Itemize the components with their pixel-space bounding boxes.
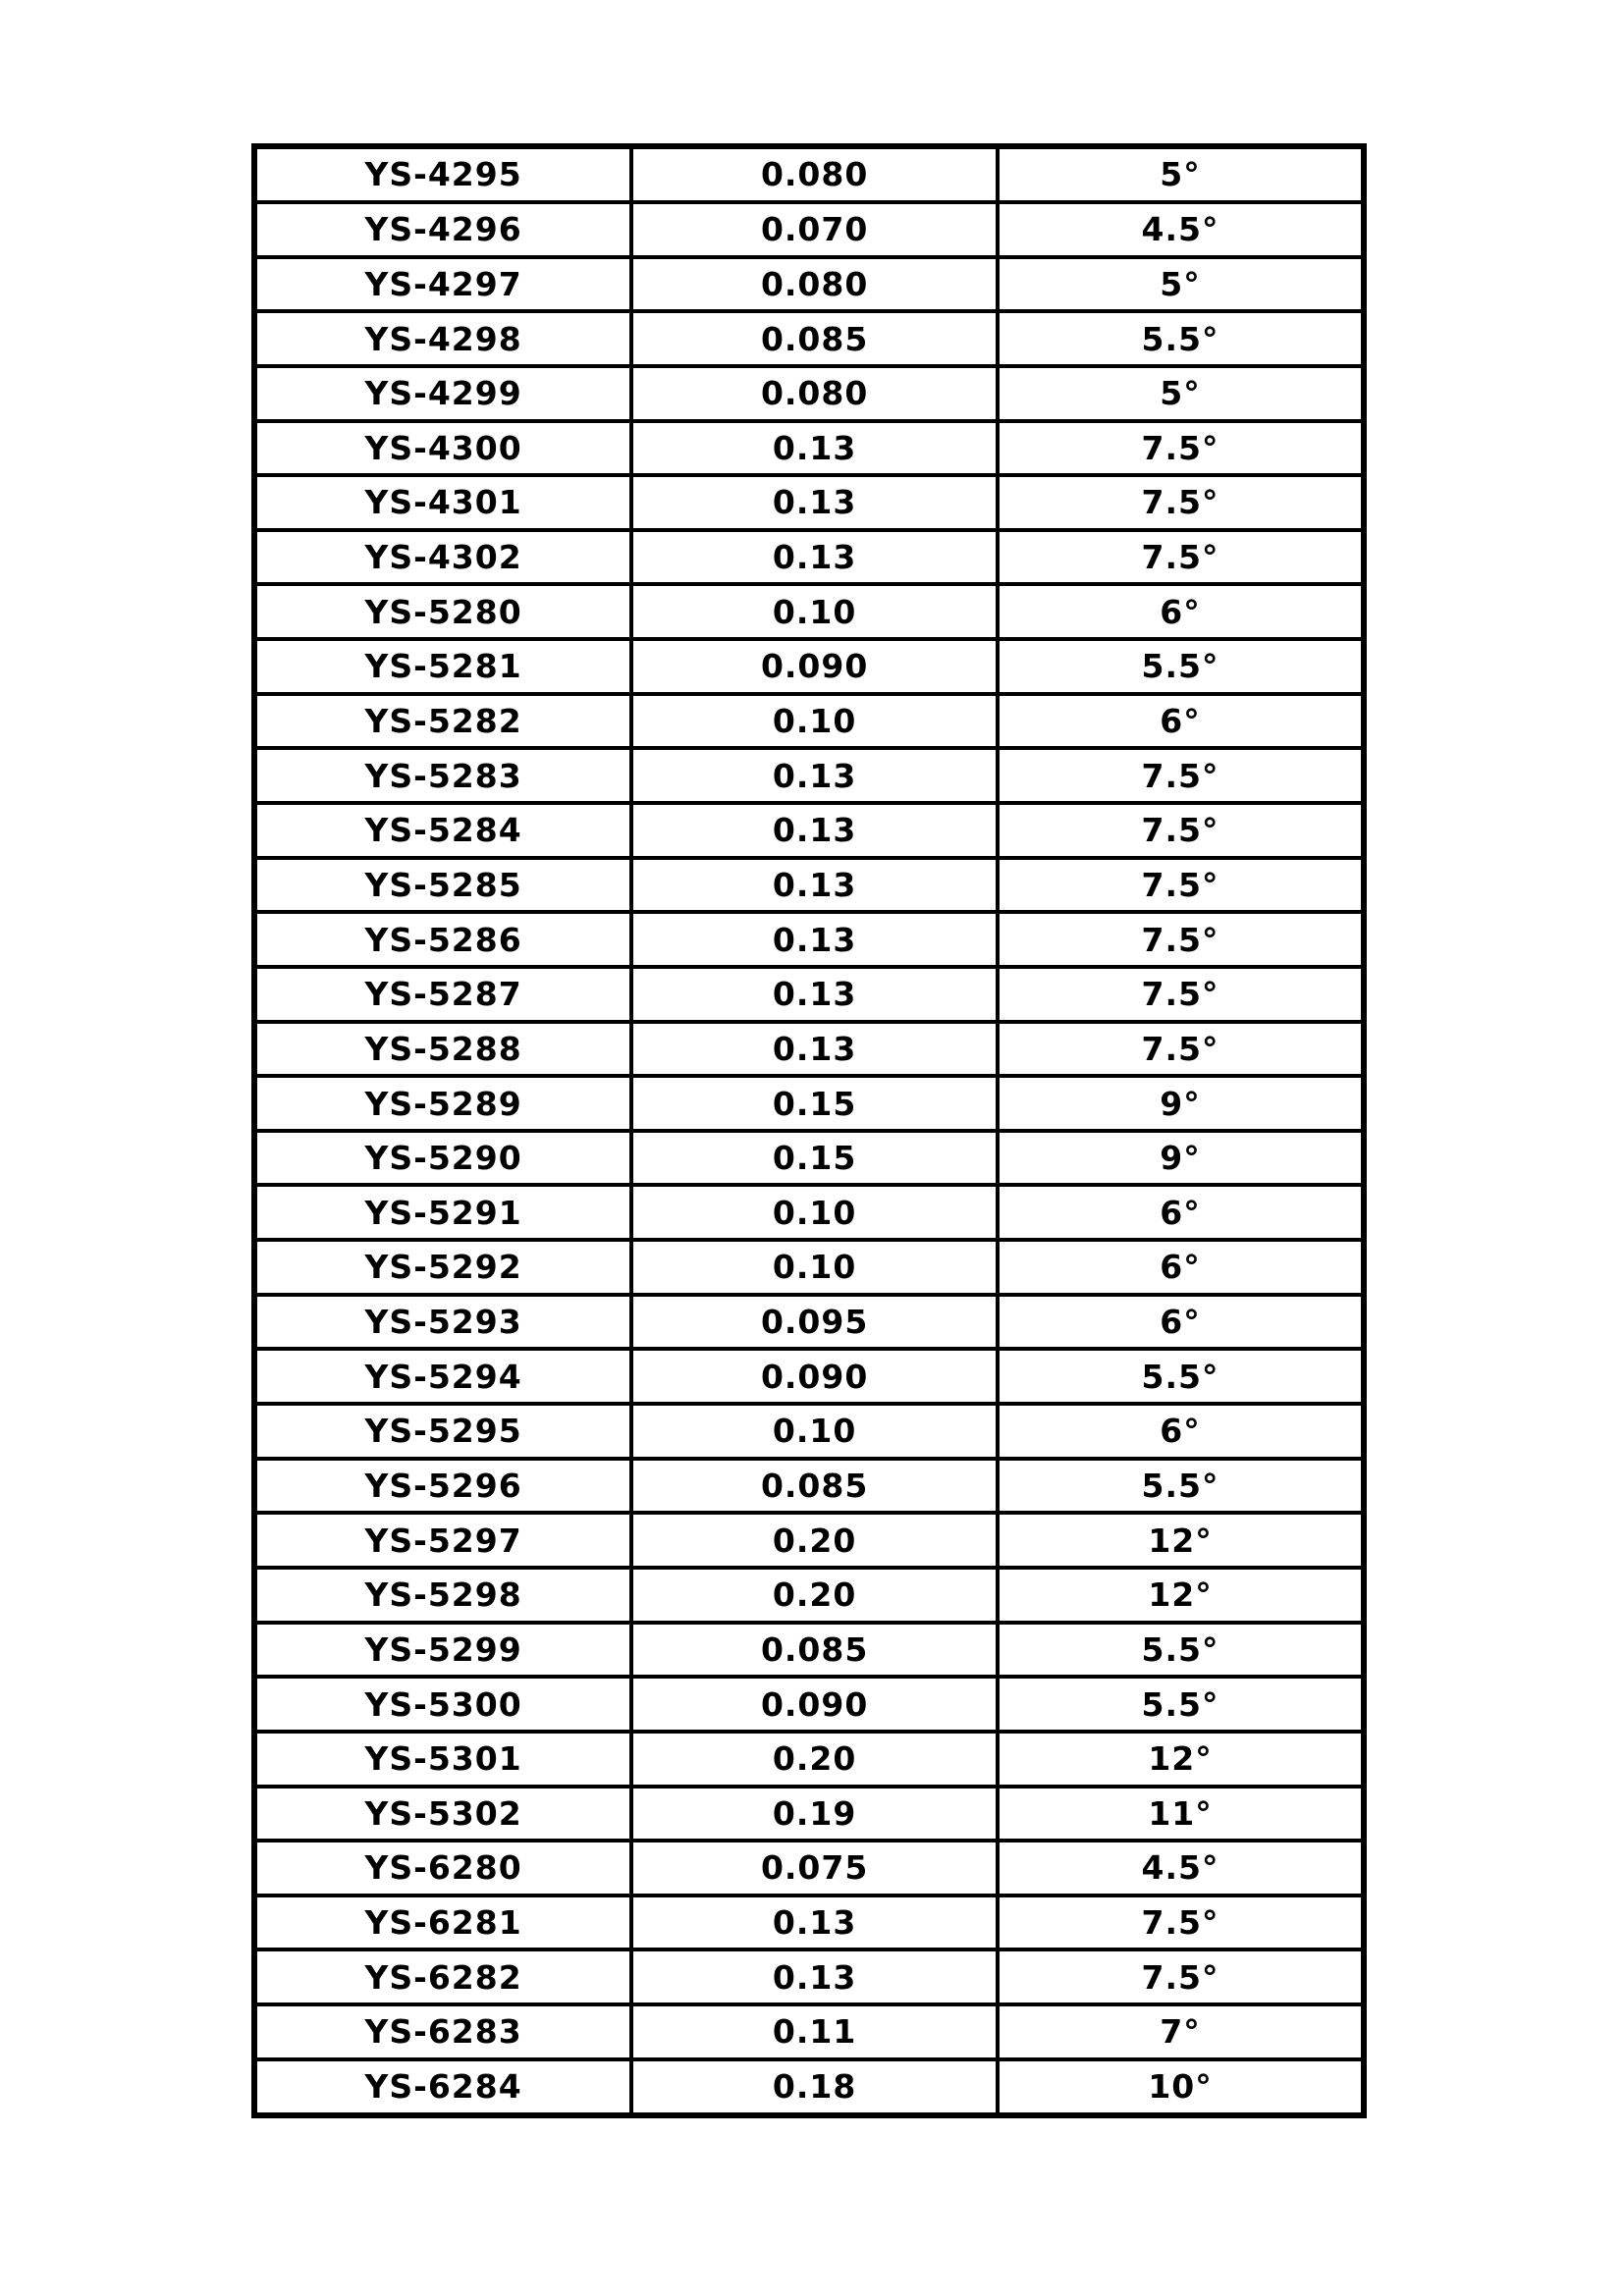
- cell-model: YS-6282: [254, 1949, 631, 2004]
- spec-table: [251, 143, 1367, 2118]
- cell-value: 0.19: [631, 1787, 998, 1842]
- cell-model: YS-6280: [254, 1841, 631, 1896]
- cell-angle: 5.5°: [998, 1677, 1364, 1732]
- cell-value: 0.090: [631, 639, 998, 694]
- cell-value: 0.13: [631, 912, 998, 967]
- cell-value: 0.15: [631, 1076, 998, 1131]
- table-row: [254, 202, 1364, 257]
- cell-value: 0.085: [631, 1459, 998, 1514]
- table-row: [254, 912, 1364, 967]
- cell-model: YS-5282: [254, 694, 631, 749]
- cell-angle: 7.5°: [998, 858, 1364, 913]
- cell-model: YS-5287: [254, 967, 631, 1022]
- cell-value: 0.10: [631, 694, 998, 749]
- cell-angle: 6°: [998, 1404, 1364, 1459]
- cell-angle: 5°: [998, 146, 1364, 202]
- cell-model: YS-5294: [254, 1349, 631, 1404]
- table-row: [254, 1568, 1364, 1623]
- table-row: [254, 967, 1364, 1022]
- cell-value: 0.18: [631, 2059, 998, 2115]
- cell-angle: 6°: [998, 1240, 1364, 1295]
- cell-angle: 5.5°: [998, 1623, 1364, 1678]
- table-row: [254, 1896, 1364, 1950]
- cell-model: YS-5286: [254, 912, 631, 967]
- table-row: [254, 1295, 1364, 1350]
- table-row: [254, 1677, 1364, 1732]
- table-row: [254, 257, 1364, 312]
- table-row: [254, 146, 1364, 202]
- cell-value: 0.095: [631, 1295, 998, 1350]
- cell-angle: 5°: [998, 366, 1364, 421]
- cell-value: 0.10: [631, 1240, 998, 1295]
- cell-value: 0.080: [631, 146, 998, 202]
- table-body: [254, 146, 1364, 2115]
- cell-model: YS-5288: [254, 1022, 631, 1077]
- table-row: [254, 1787, 1364, 1842]
- cell-model: YS-5295: [254, 1404, 631, 1459]
- cell-value: 0.10: [631, 1404, 998, 1459]
- cell-angle: 7.5°: [998, 967, 1364, 1022]
- cell-angle: 12°: [998, 1513, 1364, 1568]
- cell-value: 0.070: [631, 202, 998, 257]
- cell-model: YS-4298: [254, 311, 631, 366]
- table-row: [254, 639, 1364, 694]
- cell-model: YS-5300: [254, 1677, 631, 1732]
- table-row: [254, 1022, 1364, 1077]
- table-row: [254, 803, 1364, 858]
- cell-angle: 12°: [998, 1732, 1364, 1787]
- cell-value: 0.090: [631, 1349, 998, 1404]
- cell-model: YS-5285: [254, 858, 631, 913]
- cell-model: YS-5290: [254, 1131, 631, 1186]
- cell-model: YS-4297: [254, 257, 631, 312]
- cell-value: 0.10: [631, 1185, 998, 1240]
- cell-angle: 7°: [998, 2004, 1364, 2059]
- cell-value: 0.13: [631, 1022, 998, 1077]
- cell-angle: 7.5°: [998, 530, 1364, 585]
- cell-angle: 11°: [998, 1787, 1364, 1842]
- cell-value: 0.13: [631, 1949, 998, 2004]
- cell-angle: 9°: [998, 1076, 1364, 1131]
- cell-angle: 10°: [998, 2059, 1364, 2115]
- cell-model: YS-5291: [254, 1185, 631, 1240]
- cell-model: YS-5292: [254, 1240, 631, 1295]
- cell-value: 0.13: [631, 475, 998, 530]
- cell-angle: 9°: [998, 1131, 1364, 1186]
- cell-value: 0.080: [631, 257, 998, 312]
- table-row: [254, 1076, 1364, 1131]
- cell-value: 0.13: [631, 803, 998, 858]
- table-row: [254, 1841, 1364, 1896]
- table-row: [254, 530, 1364, 585]
- cell-angle: 7.5°: [998, 912, 1364, 967]
- cell-value: 0.085: [631, 311, 998, 366]
- cell-model: YS-5298: [254, 1568, 631, 1623]
- cell-model: YS-4296: [254, 202, 631, 257]
- table-row: [254, 1732, 1364, 1787]
- table-row: [254, 1349, 1364, 1404]
- cell-model: YS-4302: [254, 530, 631, 585]
- table-row: [254, 1404, 1364, 1459]
- cell-model: YS-5284: [254, 803, 631, 858]
- table-row: [254, 475, 1364, 530]
- cell-value: 0.085: [631, 1623, 998, 1678]
- cell-angle: 12°: [998, 1568, 1364, 1623]
- table-row: [254, 694, 1364, 749]
- cell-angle: 4.5°: [998, 1841, 1364, 1896]
- cell-value: 0.20: [631, 1568, 998, 1623]
- cell-model: YS-5293: [254, 1295, 631, 1350]
- table-row: [254, 1513, 1364, 1568]
- table-row: [254, 1459, 1364, 1514]
- table-row: [254, 1185, 1364, 1240]
- cell-angle: 5.5°: [998, 639, 1364, 694]
- cell-angle: 7.5°: [998, 1896, 1364, 1950]
- cell-value: 0.20: [631, 1513, 998, 1568]
- cell-angle: 6°: [998, 694, 1364, 749]
- cell-angle: 7.5°: [998, 475, 1364, 530]
- table-row: [254, 2004, 1364, 2059]
- table-row: [254, 748, 1364, 803]
- table-row: [254, 858, 1364, 913]
- cell-model: YS-6284: [254, 2059, 631, 2115]
- cell-model: YS-5301: [254, 1732, 631, 1787]
- cell-value: 0.20: [631, 1732, 998, 1787]
- cell-value: 0.075: [631, 1841, 998, 1896]
- cell-model: YS-5289: [254, 1076, 631, 1131]
- cell-angle: 7.5°: [998, 1949, 1364, 2004]
- cell-model: YS-5297: [254, 1513, 631, 1568]
- cell-value: 0.13: [631, 858, 998, 913]
- cell-model: YS-5302: [254, 1787, 631, 1842]
- cell-value: 0.13: [631, 967, 998, 1022]
- cell-model: YS-4295: [254, 146, 631, 202]
- cell-value: 0.13: [631, 748, 998, 803]
- cell-value: 0.13: [631, 1896, 998, 1950]
- cell-value: 0.11: [631, 2004, 998, 2059]
- cell-angle: 7.5°: [998, 748, 1364, 803]
- table-row: [254, 366, 1364, 421]
- cell-model: YS-6281: [254, 1896, 631, 1950]
- table-row: [254, 1131, 1364, 1186]
- cell-angle: 5.5°: [998, 311, 1364, 366]
- cell-value: 0.13: [631, 530, 998, 585]
- cell-model: YS-5280: [254, 584, 631, 639]
- cell-angle: 4.5°: [998, 202, 1364, 257]
- cell-angle: 5°: [998, 257, 1364, 312]
- cell-angle: 7.5°: [998, 1022, 1364, 1077]
- cell-model: YS-5299: [254, 1623, 631, 1678]
- table-row: [254, 2059, 1364, 2115]
- table-row: [254, 1623, 1364, 1678]
- cell-model: YS-4301: [254, 475, 631, 530]
- cell-value: 0.13: [631, 421, 998, 476]
- table-row: [254, 584, 1364, 639]
- cell-value: 0.080: [631, 366, 998, 421]
- cell-value: 0.15: [631, 1131, 998, 1186]
- cell-model: YS-6283: [254, 2004, 631, 2059]
- cell-value: 0.090: [631, 1677, 998, 1732]
- table-row: [254, 311, 1364, 366]
- cell-model: YS-4299: [254, 366, 631, 421]
- table-row: [254, 1240, 1364, 1295]
- cell-angle: 6°: [998, 1295, 1364, 1350]
- cell-model: YS-5281: [254, 639, 631, 694]
- cell-model: YS-5283: [254, 748, 631, 803]
- table-row: [254, 1949, 1364, 2004]
- cell-value: 0.10: [631, 584, 998, 639]
- cell-angle: 5.5°: [998, 1349, 1364, 1404]
- cell-angle: 6°: [998, 584, 1364, 639]
- cell-model: YS-4300: [254, 421, 631, 476]
- cell-angle: 6°: [998, 1185, 1364, 1240]
- cell-angle: 7.5°: [998, 803, 1364, 858]
- table-row: [254, 421, 1364, 476]
- cell-angle: 7.5°: [998, 421, 1364, 476]
- cell-angle: 5.5°: [998, 1459, 1364, 1514]
- cell-model: YS-5296: [254, 1459, 631, 1514]
